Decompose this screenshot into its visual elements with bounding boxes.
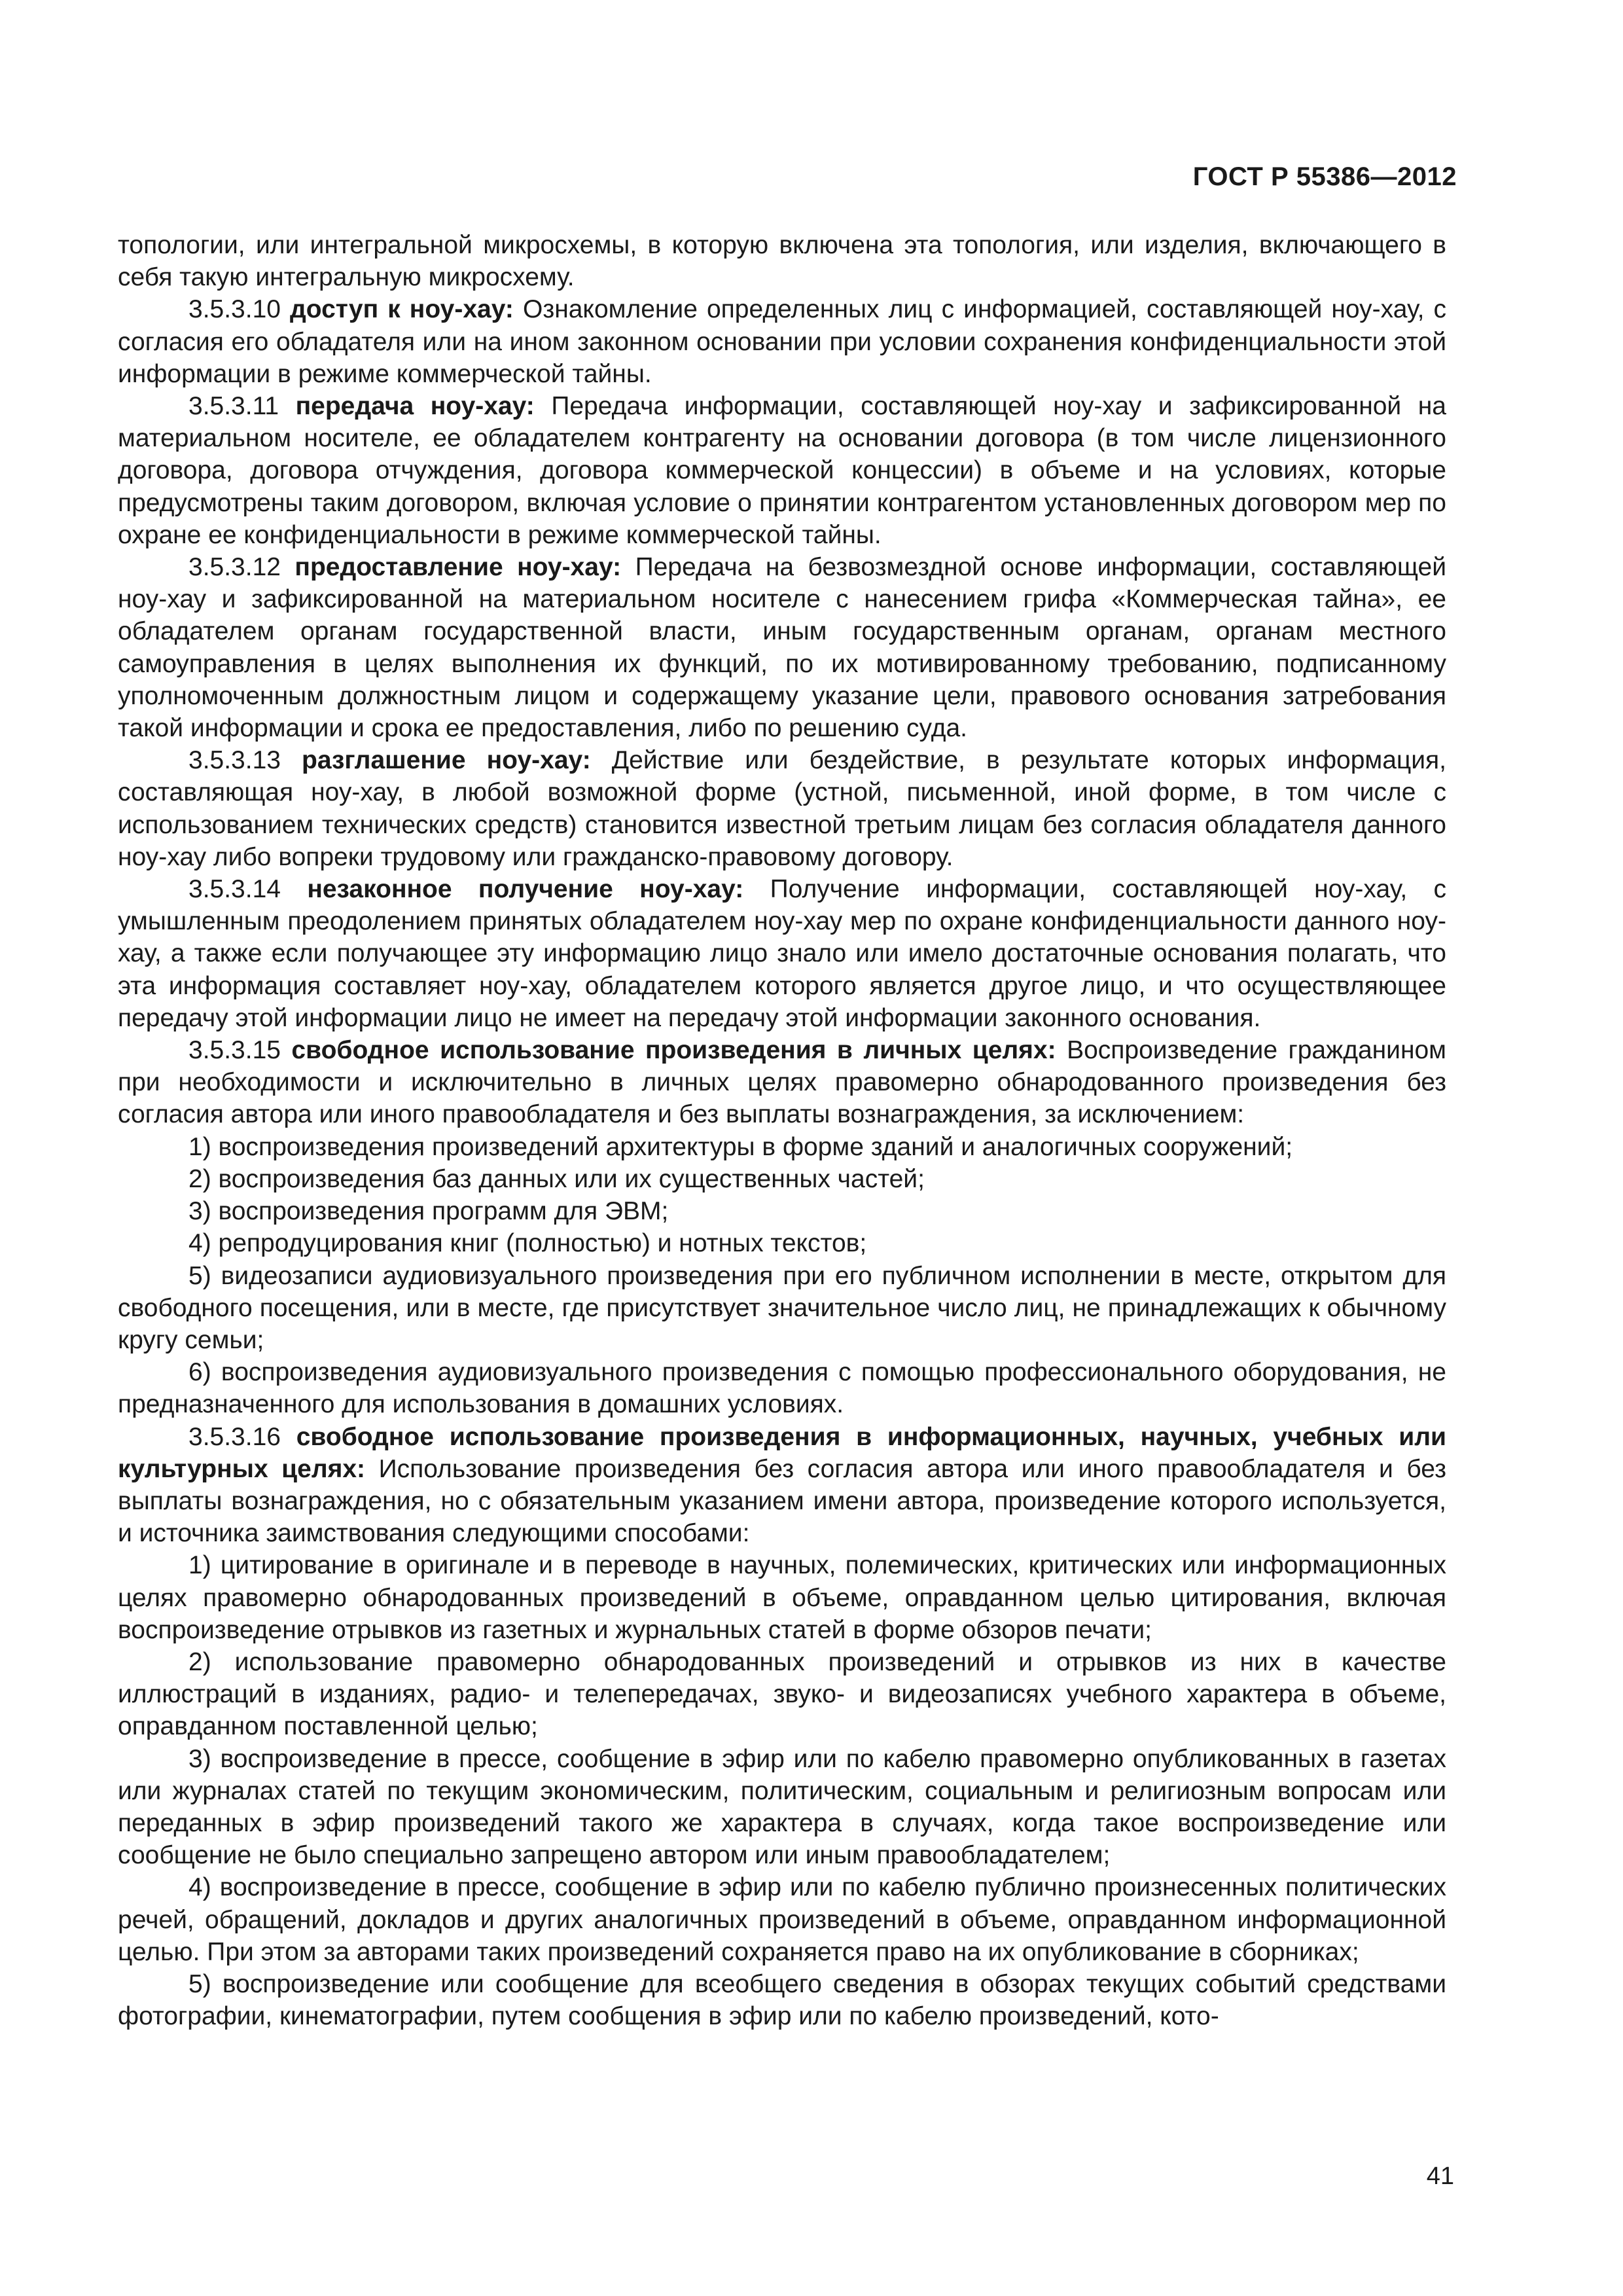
paragraph-text: 5) видеозаписи аудиовизуального произведения при его публичном исполнении в месте, открытом для свободного посещения, или в месте, где присутствует значительное число лиц, не принадлежащих к обычному кругу семьи; [118,1261,1446,1354]
paragraph-text: 4) репродуцирования книг (полностью) и нотных текстов; [188,1229,867,1258]
defined-term: предоставление ноу-хау: [294,553,622,582]
body-text [118,229,1446,2032]
clause-number: 3.5.3.11 [188,392,296,421]
paragraph-text: 1) цитирование в оригинале и в переводе в научных, полемических, критических или информационных целях правомерно обнародованных произведений в объеме, оправданном целью цитирования, включая воспроизведение отрывков из газетных и журнальных статей в форме обзоров печати; [118,1551,1446,1644]
paragraph [118,1646,1446,1743]
defined-term: свободное использование произведения в личных целях: [291,1036,1056,1065]
paragraph-text: Ознакомление определенных лиц с информацией, составляющей ноу-хау, с согласия его обладателя или на ином законном основании при условии сохранения конфиденциальности этой информации в режиме коммерческой тайны. [118,295,1446,388]
paragraph [118,390,1446,551]
clause-number: 3.5.3.14 [188,875,308,904]
defined-term: разглашение ноу-хау: [302,746,591,775]
paragraph [118,1421,1446,1550]
clause-number: 3.5.3.12 [188,553,295,582]
paragraph-text: Получение информации, составляющей ноу-хау, с умышленным преодолением принятых обладателем ноу-хау мер по охране конфиденциальности данного ноу-хау, а также если получающее эту информацию лицо знало или имело достаточные основания полагать, что эта информация составляет ноу-хау, обладателем которого является другое лицо, и что осуществляющее передачу этой информации лицо не имеет на передачу этой информации законного основания. [118,875,1446,1032]
paragraph-text: 3) воспроизведения программ для ЭВМ; [188,1197,669,1226]
paragraph [118,1034,1446,1131]
clause-number: 3.5.3.13 [188,746,302,775]
paragraph-text: Передача информации, составляющей ноу-хау и зафиксированной на материальном носителе, ее обладателем контрагенту на основании договора (в том числе лицензионного договора, договора отчуждения, договора коммерческой концессии) в объеме и на условиях, которые предусмотрены таким договором, включая условие о принятии контрагентом установленных договором мер по охране ее конфиденциальности в режиме коммерческой тайны. [118,392,1446,549]
paragraph-text: 2) использование правомерно обнародованных произведений и отрывков из них в качестве иллюстраций в изданиях, радио- и телепередачах, звуко- и видеозаписях учебного характера в объеме, оправданном поставленной целью; [118,1647,1446,1741]
defined-term: доступ к ноу-хау: [290,295,514,324]
paragraph [118,1549,1446,1646]
paragraph [118,551,1446,744]
document-code: ГОСТ Р 55386—2012 [1192,162,1457,191]
page-number: 41 [1426,2162,1454,2190]
defined-term: свободное использование произведения в информационных, научных, учебных или культурных целях: [118,1422,1446,1483]
paragraph-text: Использование произведения без согласия автора или иного правообладателя и без выплаты вознаграждения, но с обязательным указанием имени автора, произведение которого используется, и источника заимствования следующими способами: [118,1454,1446,1548]
paragraph-text: 3) воспроизведение в прессе, сообщение в эфир или по кабелю правомерно опубликованных в газетах или журналах статей по текущим экономическим, политическим, социальным и религиозным вопросам или переданных в эфир произведений такого же характера в случаях, когда такое воспроизведение или сообщение не было специально запрещено автором или иным правообладателем; [118,1744,1446,1870]
paragraph [118,744,1446,873]
paragraph [118,1131,1446,1163]
paragraph-text: Воспроизведение гражданином при необходимости и исключительно в личных целях правомерно обнародованного произведения без согласия автора или иного правообладателя и без выплаты вознаграждения, за исключением: [118,1036,1446,1129]
clause-number: 3.5.3.16 [188,1422,296,1451]
paragraph [118,229,1446,293]
paragraph [118,293,1446,390]
paragraph [118,1968,1446,2032]
clause-number: 3.5.3.15 [188,1036,292,1065]
paragraph-text: 2) воспроизведения баз данных или их существенных частей; [188,1164,925,1193]
paragraph [118,1195,1446,1227]
paragraph-text: Передача на безвозмездной основе информации, составляющей ноу-хау и зафиксированной на материальном носителе с нанесением грифа «Коммерческая тайна», ее обладателем органам государственной власти, иным государственным органам, органам местного самоуправления в целях выполнения их функций, по их мотивированному требованию, подписанному уполномоченным должностным лицом и содержащему указание цели, правового основания затребования такой информации и срока ее предоставления, либо по решению суда. [118,553,1446,743]
paragraph-text: 1) воспроизведения произведений архитектуры в форме зданий и аналогичных сооружений; [188,1132,1293,1161]
paragraph-text: 5) воспроизведение или сообщение для всеобщего сведения в обзорах текущих событий средствами фотографии, кинематографии, путем сообщения в эфир или по кабелю произведений, кото- [118,1969,1446,2031]
paragraph-text: 6) воспроизведения аудиовизуального произведения с помощью профессионального оборудования, не предназначенного для использования в домашних условиях. [118,1358,1446,1419]
paragraph-text: топологии, или интегральной микросхемы, в которую включена эта топология, или изделия, включающего в себя такую интегральную микросхему. [118,231,1446,292]
paragraph [118,1227,1446,1259]
paragraph [118,873,1446,1034]
paragraph [118,1163,1446,1195]
paragraph [118,1260,1446,1357]
paragraph [118,1871,1446,1968]
paragraph-text: 4) воспроизведение в прессе, сообщение в эфир или по кабелю публично произнесенных политических речей, обращений, докладов и других аналогичных произведений в объеме, оправданном информационной целью. При этом за авторами таких произведений сохраняется право на их опубликование в сборниках; [118,1873,1446,1966]
paragraph [118,1356,1446,1420]
paragraph-text: Действие или бездействие, в результате которых информация, составляющая ноу-хау, в любой возможной форме (устной, письменной, иной форме, в том числе с использованием технических средств) становится известной третьим лицам без согласия обладателя данного ноу-хау либо вопреки трудовому или гражданско-правовому договору. [118,746,1446,871]
paragraph [118,1743,1446,1872]
clause-number: 3.5.3.10 [188,295,291,324]
defined-term: передача ноу-хау: [295,392,535,421]
defined-term: незаконное получение ноу-хау: [307,875,744,904]
